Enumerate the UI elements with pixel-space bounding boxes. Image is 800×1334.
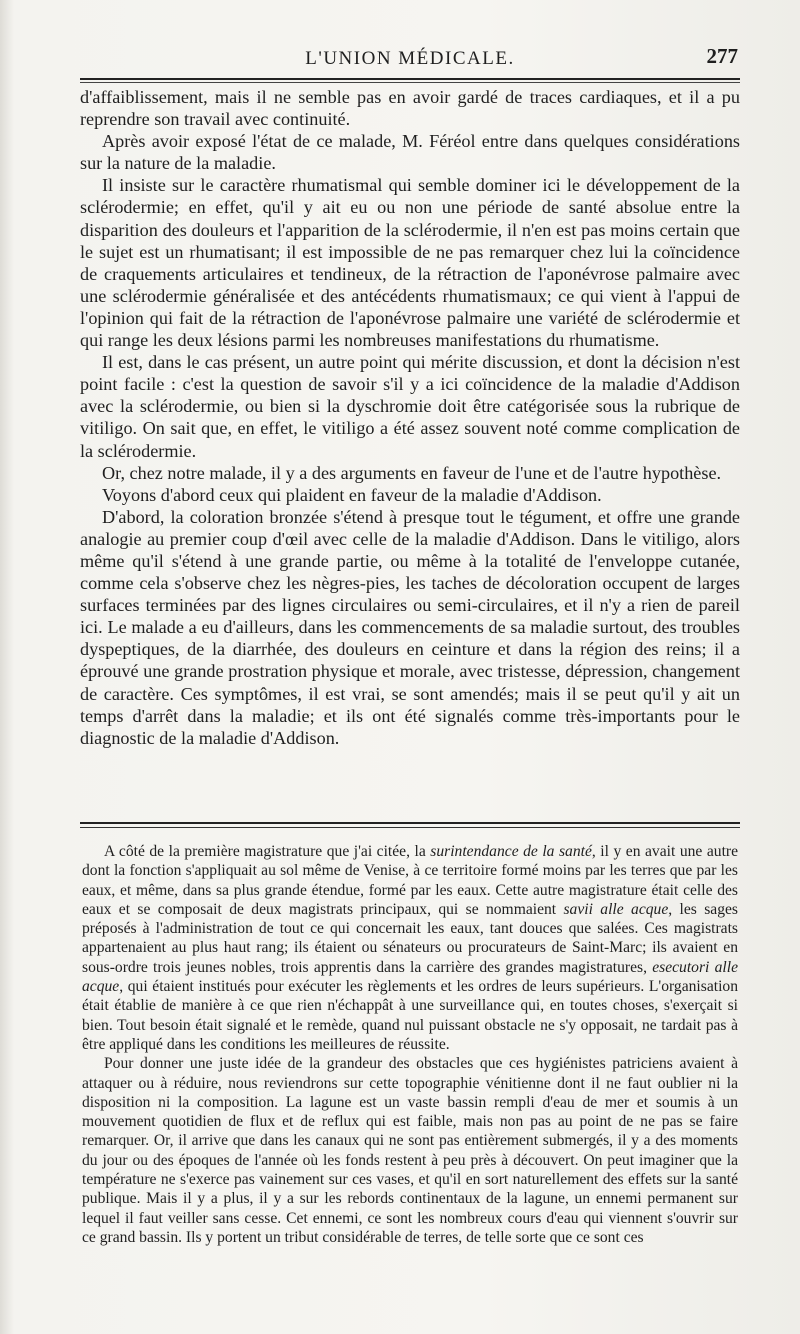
- page-number: 277: [706, 44, 738, 68]
- feuilleton-text: [82, 842, 738, 1247]
- feuilleton-paragraph: Pour donner une juste idée de la grandeur des obstacles que ces hygiénistes patriciens avaient à attaquer ou à réduire, nous reviendrons sur cette topographie vénitienne dont il ne faut oublier ni la disposition ni la composition. La lagune est un vaste bassin rempli d'eau de mer et soumis à un mouvement quotidien de flux et de reflux qui est faible, mais non pas au point de ne pas se faire remarquer. Or, il arrive que dans les canaux qui ne sont pas entièrement submergés, il y a des moments du jour ou des époques de l'année où les fonds restent à peu près à découvert. On peut imaginer que la température ne s'exerce pas vainement sur ces vases, et qu'il en sort naturellement des effets sur la santé publique. Mais il y a plus, il y a sur les rebords continentaux de la lagune, un ennemi permanent sur lequel il faut veiller sans cesse. Cet ennemi, ce sont les nombreux cours d'eau qui viennent s'ouvrir sur ce grand bassin. Ils y portent un tribut considérable de terres, de telle sorte que ce sont ces: [82, 1055, 738, 1246]
- text-run: , il y en avait une autre dont la fonction s'appliquait au sol même de Venise, à ce territoire formé moins par les terres que par les eaux, et même, dans sa plus grande étendue, formé par les eaux. Cette autre magistrature était celle des eaux et se composait de deux magistrats principaux, qui se nommaient: [82, 843, 739, 918]
- paragraph: Il insiste sur le caractère rhumatismal qui semble dominer ici le développement de la sclérodermie; en effet, qu'il y ait eu ou non une période de santé absolue entre la disparition des douleurs et l'apparition de la sclérodermie, il n'en est pas moins certain que le sujet est un rhumatisant; il est impossible de ne pas remarquer chez lui la coïncidence de craquements articulaires et tendineux, de la rétraction de l'aponévrose palmaire avec une sclérodermie généralisée et des antécédents rhumatismaux; ce qui vient à l'appui de l'opinion qui fait de la rétraction de l'aponévrose palmaire une variété de sclérodermie et qui range les deux lésions parmi les nombreuses manifestations du rhumatisme.: [80, 175, 740, 351]
- paragraph: Or, chez notre malade, il y a des arguments en faveur de l'une et de l'autre hypothèse.: [102, 462, 722, 483]
- italic-term: surintendance de la santé: [430, 843, 592, 860]
- feuilleton-rule-thin: [80, 827, 740, 828]
- italic-term: esecutori alle acque: [82, 958, 738, 996]
- header-rule-thin: [80, 82, 740, 83]
- main-text: [80, 86, 740, 749]
- paragraph: Voyons d'abord ceux qui plaident en faveur de la maladie d'Addison.: [102, 484, 602, 505]
- italic-term: savii alle acque: [563, 900, 669, 918]
- feuilleton-rule: [80, 822, 740, 824]
- page-header: [80, 40, 740, 76]
- text-run: , les sages préposés à l'administration de tout ce qui concernait les eaux, tant douces que salées. Ces magistrats appartenaient au plus haut rang; ils étaient ou sénateurs ou procurateurs de Saint-Marc; ils avaient en sous-ordre trois jeunes nobles, trois apprentis dans la carrière des grandes magistratures,: [82, 900, 738, 976]
- paragraph: d'affaiblissement, mais il ne semble pas en avoir gardé de traces cardiaques, et il a pu reprendre son travail avec continuité.: [80, 87, 740, 130]
- paragraph: D'abord, la coloration bronzée s'étend à presque tout le tégument, et offre une grande analogie au premier coup d'œil avec celle de la maladie d'Addison. Dans le vitiligo, alors même qu'il s'étend à une grande partie, ou même à la totalité de l'enveloppe cutanée, comme cela s'observe chez les nègres-pies, les taches de décoloration occupent de larges surfaces terminées par des lignes circulaires ou semi-circulaires, et il n'y a rien de pareil ici. Le malade a eu d'ailleurs, dans les commencements de sa maladie surtout, des troubles dyspeptiques, de la diarrhée, des douleurs en ceinture et dans la région des reins; il a éprouvé une grande prostration physique et morale, avec tristesse, dépression, changement de caractère. Ces symptômes, il est vrai, se sont amendés; mais il se peut qu'il y ait un temps d'arrêt dans la maladie; et ils ont été signalés comme très-importants pour le diagnostic de la maladie d'Addison.: [80, 506, 740, 748]
- paragraph: Après avoir exposé l'état de ce malade, M. Féréol entre dans quelques considérations sur la nature de la maladie.: [80, 131, 740, 174]
- feuilleton-paragraph: [82, 842, 738, 1054]
- journal-title: L'UNION MÉDICALE.: [305, 48, 515, 69]
- paragraph: Il est, dans le cas présent, un autre point qui mérite discussion, et dont la décision n'est point facile : c'est la question de savoir s'il y a ici coïncidence de la maladie d'Addison avec la sclérodermie, ou bien si la dyschromie doit être catégorisée sous la rubrique de vitiligo. On sait que, en effet, le vitiligo a été assez souvent noté comme complication de la sclérodermie.: [80, 352, 740, 461]
- text-run: , qui étaient institués pour exécuter les règlements et les ordres de leurs supérieurs. L'organisation était établie de manière à ce que rien n'échappât à une surveillance qui, en toutes choses, s'exerçait si bien. Tout besoin était signalé et le remède, quand nul puissant obstacle ne s'y opposait, ne tardait pas à être appliqué dans les conditions les meilleures de réussite.: [82, 978, 738, 1053]
- text-run: A côté de la première magistrature que j'ai citée, la: [104, 843, 431, 860]
- header-rule: [80, 78, 740, 80]
